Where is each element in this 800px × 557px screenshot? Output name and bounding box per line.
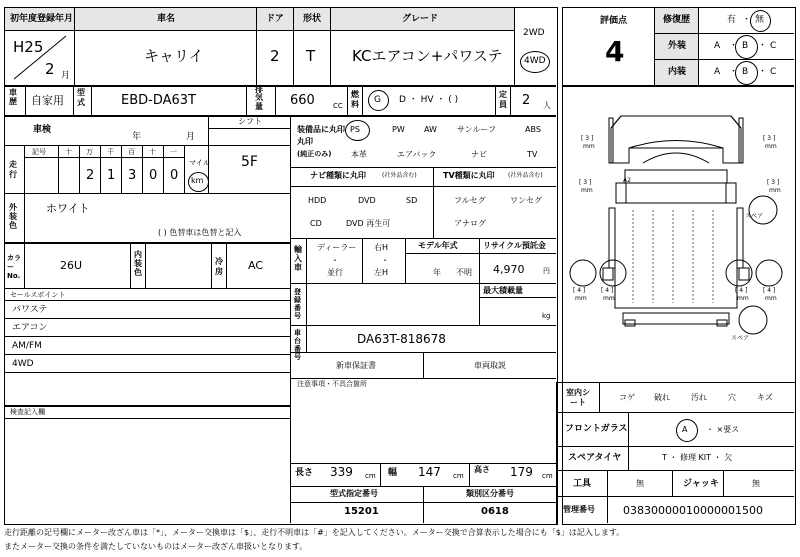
navi-item: DVD — [358, 196, 376, 205]
eval-score-label: 評価点 — [600, 16, 628, 26]
exterior-dot1: ・ — [729, 41, 739, 51]
grade-label: グレード — [402, 14, 439, 24]
seat-option: 破れ — [654, 393, 670, 402]
model-year-unit: 年 — [433, 268, 441, 277]
repair-history-label: 修復歴 — [663, 15, 691, 25]
eval-score-value: 4 — [605, 35, 625, 68]
vehicle-damage-diagram — [563, 88, 793, 378]
doors-value: 2 — [270, 47, 280, 65]
equip-item: エアバック — [397, 150, 437, 159]
mileage-digit: 3 — [128, 168, 137, 183]
mileage-unit-ten-man: 十 — [65, 148, 72, 156]
length-label: 長さ — [295, 468, 314, 478]
equip-item: 本革 — [351, 150, 367, 159]
equip-item: サンルーフ — [457, 125, 496, 134]
reg-no-label: 登録番号 — [294, 288, 301, 321]
spare-tire-label: スペアタイヤ — [568, 453, 622, 463]
interior-c: C — [770, 67, 777, 77]
usage-value: 自家用 — [31, 94, 64, 107]
import-dot: ・ — [331, 256, 339, 265]
jack-label: ジャッキ — [683, 479, 719, 489]
capacity-value: 2 — [522, 93, 531, 108]
car-name-label: 車名 — [157, 14, 176, 24]
capacity-label: 定員 — [499, 90, 507, 109]
displacement-label: 排気量 — [255, 85, 263, 111]
seat-option: 穴 — [728, 393, 736, 402]
drive-2wd: 2WD — [523, 28, 545, 38]
notes-label: 注意事項・不具合箇所 — [297, 380, 367, 388]
seat-option: 汚れ — [691, 393, 707, 402]
interior-b: B — [742, 67, 749, 77]
sales-point-item: 4WD — [12, 359, 34, 369]
max-load-label: 最大積載量 — [483, 286, 523, 295]
diagram-label: [ 3 ] — [581, 135, 594, 142]
recycle-yen: 円 — [543, 267, 550, 275]
mileage-unit-man: 万 — [86, 148, 93, 156]
mileage-unit-sen: 千 — [107, 148, 114, 156]
windshield-value: A — [682, 425, 688, 434]
equip-item: ABS — [525, 125, 541, 134]
navi-item: SD — [406, 196, 418, 205]
shape-label: 形状 — [303, 14, 322, 24]
model-label: 型式 — [77, 88, 85, 107]
import-parallel: 並行 — [327, 268, 343, 277]
mileage-unit-hyaku: 百 — [128, 148, 135, 156]
first-reg-month-unit: 月 — [61, 71, 71, 81]
color-no-label: カラーNo. — [7, 254, 21, 281]
spare-tire-value: T ・ 修理 KIT ・ 欠 — [662, 453, 733, 462]
footer-note-2: またメーター交換の条件を満たしていないものはメーター改ざん車扱いとなります。 — [4, 542, 308, 551]
diagram-label: スペア — [745, 213, 764, 220]
ac-label: 冷房 — [215, 257, 223, 276]
equipment-label: 装備品に丸印 — [297, 125, 345, 134]
color-change-note: ( ) 色替車は色替と記入 — [158, 228, 242, 237]
mileage-digit: 1 — [107, 168, 116, 183]
displacement-value: 660 — [290, 93, 315, 108]
mgmt-no-value: 03830000010000001500 — [623, 504, 763, 517]
navi-item: CD — [310, 219, 322, 228]
diagram-label: mm — [575, 295, 587, 302]
mileage-unit-ichi: 一 — [170, 148, 177, 156]
tv-item: ワンセグ — [510, 196, 542, 205]
diagram-label: mm — [581, 187, 593, 194]
navi-item: DVD 再生可 — [346, 219, 391, 228]
equip-item: PS — [350, 125, 360, 134]
tv-item: アナログ — [454, 219, 486, 228]
mileage-unit-symbol: 記号 — [32, 148, 46, 156]
fuel-label: 燃料 — [351, 90, 359, 109]
tools-value: 無 — [636, 479, 644, 488]
repair-yes: 有 — [727, 15, 737, 25]
class-no-label: 類別区分番号 — [466, 489, 514, 498]
mileage-label: 走行 — [9, 160, 17, 179]
warranty-label: 新車保証書 — [336, 361, 376, 370]
sales-points-label: セールスポイント — [10, 291, 66, 299]
capacity-unit: 人 — [543, 101, 551, 110]
diagram-label: [ 3 ] — [763, 135, 776, 142]
navi-item: HDD — [308, 196, 327, 205]
equip-item: ナビ — [471, 150, 487, 159]
equipment-sub: (純正のみ) — [297, 150, 332, 158]
first-reg-month: 2 — [45, 60, 55, 78]
usage-label: 車歴 — [9, 88, 17, 106]
sales-point-item: パワステ — [12, 305, 48, 315]
diagram-label: [ 4 ] — [573, 287, 586, 294]
chassis-value: DA63T-818678 — [357, 332, 446, 346]
diagram-label: mm — [583, 143, 595, 150]
diagram-label: [ 4 ] — [601, 287, 614, 294]
height-unit: cm — [542, 472, 553, 480]
import-dealer: ディーラー — [317, 243, 357, 252]
handle-right: 右H — [374, 243, 389, 252]
kg-unit: kg — [542, 312, 551, 320]
fuel-g: G — [374, 95, 381, 105]
tv-sub: (社外品含む) — [508, 172, 543, 179]
color-label: 外装色 — [9, 203, 17, 231]
shape-value: T — [306, 47, 316, 65]
diagram-label: [ 4 ] — [735, 287, 748, 294]
jack-value: 無 — [752, 479, 760, 488]
sales-point-item: エアコン — [12, 323, 48, 333]
shift-label: シフト — [238, 117, 262, 126]
recycle-value: 4,970 — [493, 263, 525, 276]
diagram-label: スペア — [731, 335, 750, 342]
cc-unit: CC — [333, 102, 343, 110]
fuel-options: D ・ HV ・ ( ) — [399, 95, 459, 105]
diagram-label: [ 3 ] — [579, 179, 592, 186]
diagram-label: mm — [765, 295, 777, 302]
footer-note-1: 走行距離の記号欄にメーター改ざん車は「*」、メーター交換車は「$」、走行不明車は「#」を記入してください。メーター交換で合算表示した場合にも「$」は記入します。 — [4, 528, 625, 537]
length-unit: cm — [365, 472, 376, 480]
color-no-value: 26U — [60, 259, 83, 272]
repair-no: 無 — [755, 15, 765, 25]
interior-dot2: ・ — [758, 67, 768, 77]
km-unit: km — [191, 176, 204, 185]
seat-label: 室内シート — [566, 388, 590, 408]
interior-color-label: 内装色 — [134, 250, 142, 278]
shift-value: 5F — [241, 154, 258, 170]
exterior-b: B — [742, 41, 749, 51]
inspector-notes-label: 検査記入欄 — [10, 408, 45, 416]
seat-option: コゲ — [619, 393, 635, 402]
type-no-value: 15201 — [344, 506, 379, 517]
navi-label: ナビ種類に丸印 — [310, 171, 366, 180]
repair-dot: ・ — [742, 15, 752, 25]
diagram-label: mm — [603, 295, 615, 302]
width-value: 147 — [418, 465, 441, 479]
color-value: ホワイト — [46, 202, 90, 215]
model-value: EBD-DA63T — [121, 93, 196, 108]
diagram-label: A2 — [623, 177, 631, 184]
diagram-label: mm — [769, 187, 781, 194]
exterior-label: 外装 — [668, 41, 687, 51]
diagram-label: [ 4 ] — [763, 287, 776, 294]
recycle-label: リサイクル預託金 — [483, 241, 546, 250]
sales-point-item: AM/FM — [12, 341, 42, 351]
equip-item: AW — [424, 125, 437, 134]
model-year-unknown: 不明 — [456, 268, 472, 277]
interior-dot1: ・ — [729, 67, 739, 77]
model-year-label: モデル年式 — [418, 241, 458, 250]
door-label: ドア — [266, 14, 284, 24]
manual-label: 車両取説 — [474, 361, 506, 370]
exterior-dot2: ・ — [758, 41, 768, 51]
windshield-label: フロントガラス — [565, 424, 628, 434]
tools-label: 工具 — [573, 479, 592, 489]
diagram-label: mm — [737, 295, 749, 302]
chassis-label: 車台番号 — [294, 329, 301, 362]
ac-value: AC — [248, 259, 264, 272]
navi-sub: (社外品含む) — [382, 172, 417, 179]
width-label: 幅 — [388, 468, 398, 478]
mgmt-no-label: 管理番号 — [563, 505, 595, 514]
mile-unit: マイル — [189, 159, 210, 167]
tv-label: TV種類に丸印 — [443, 171, 495, 180]
mileage-digit: 0 — [170, 168, 179, 183]
height-label: 高さ — [474, 465, 490, 474]
width-unit: cm — [453, 472, 464, 480]
inspection-month: 月 — [186, 132, 196, 142]
tv-item: フルセグ — [454, 196, 486, 205]
type-no-label: 型式指定番号 — [330, 489, 378, 498]
mileage-unit-ju: 十 — [149, 148, 156, 156]
first-reg-era: H25 — [13, 38, 44, 56]
inspection-label: 車検 — [33, 125, 52, 135]
interior-a: A — [714, 67, 721, 77]
class-no-value: 0618 — [481, 506, 509, 517]
exterior-a: A — [714, 41, 721, 51]
exterior-c: C — [770, 41, 777, 51]
diagram-label: [ 3 ] — [767, 179, 780, 186]
diagram-label: mm — [765, 143, 777, 150]
import-label: 輸入車 — [294, 245, 302, 273]
mileage-digit: 2 — [86, 168, 95, 183]
mileage-digit: 0 — [149, 168, 158, 183]
first-reg-label: 初年度登録年月 — [10, 14, 74, 24]
handle-left: 左H — [374, 268, 389, 277]
car-name-value: キャリイ — [144, 47, 204, 65]
drive-4wd: 4WD — [524, 56, 546, 66]
equip-item: TV — [527, 150, 538, 159]
seat-option: キズ — [757, 393, 773, 402]
grade-value: KCエアコン+パワステ — [352, 47, 503, 65]
height-value: 179 — [510, 465, 533, 479]
length-value: 339 — [330, 465, 353, 479]
handle-dot: ・ — [381, 256, 389, 265]
windshield-options: ・ ×要ス — [706, 425, 740, 434]
interior-label: 内装 — [668, 67, 687, 77]
inspection-year: 年 — [132, 132, 142, 142]
equip-item: PW — [392, 125, 405, 134]
